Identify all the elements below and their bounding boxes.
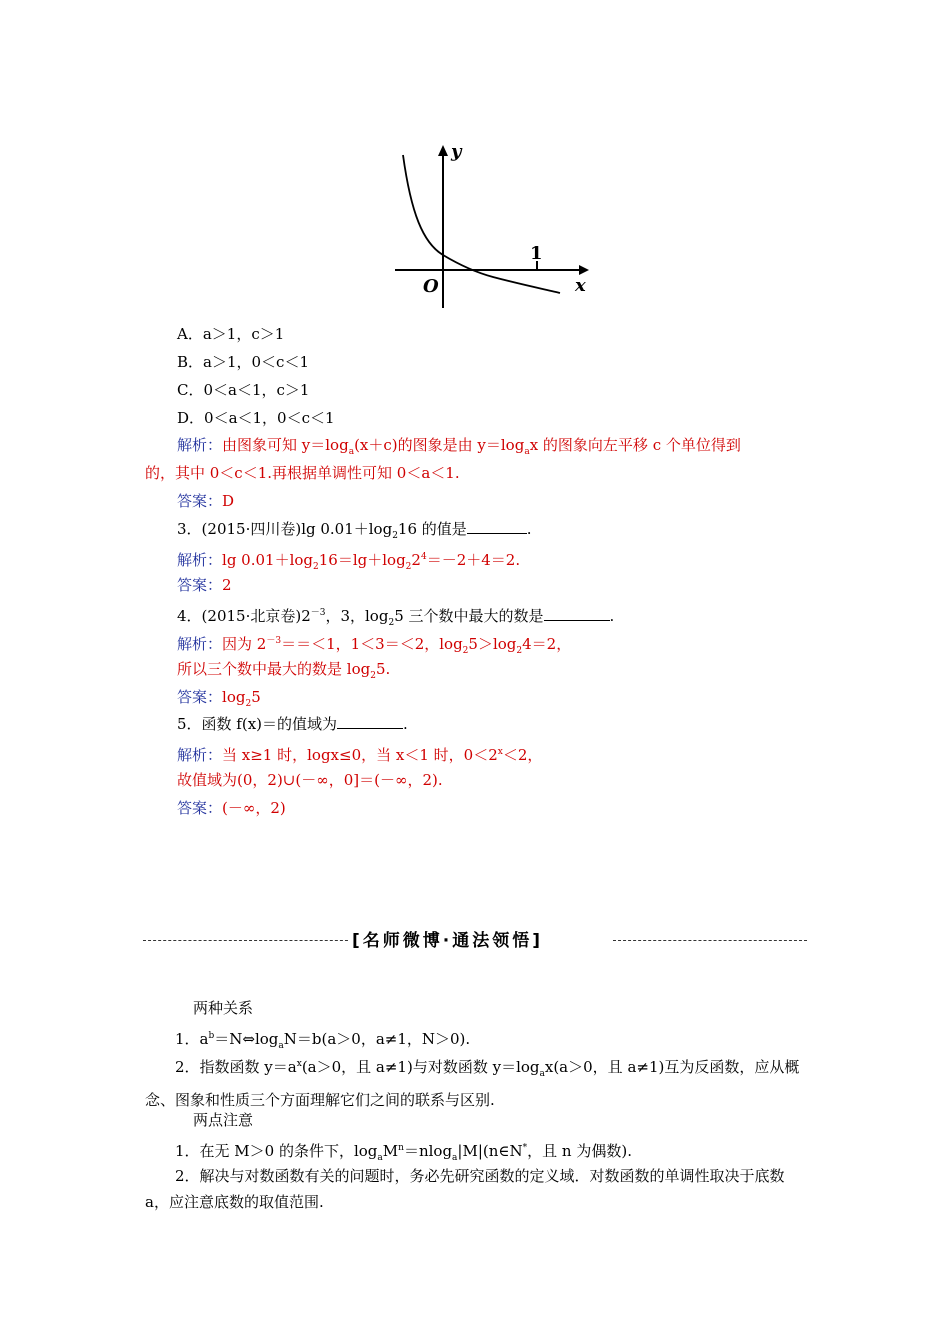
q2-jiexi-line2: 的，其中 0＜c＜1.再根据单调性可知 0＜a＜1. xyxy=(145,464,460,482)
answer-label: 答案： xyxy=(177,576,223,594)
notes-item-2: 2．指数函数 $y=a^x(a>0$，且 a≠1)与对数函数 $y=\log_ax(a>0$，且 a≠1)互为反函数，应从概念、图象和性质三个方面理解它们之间的联系与区别. xyxy=(145,1058,800,1109)
answer-value: D xyxy=(222,492,235,510)
jiexi-label: 解析： xyxy=(177,436,223,454)
jiexi-label: 解析： xyxy=(177,635,223,653)
notes-item-3: 1．在无 M＞0 的条件下，$\log_aM^n=nlog_a|M|(n\in N^*$，且 n 为偶数). xyxy=(175,1142,632,1163)
banner-title: [名师微博·通法领悟] xyxy=(348,926,547,956)
q4-jiexi-text: 因为 $2^{-3}==<1$，1＜3＝＜2，$\log_25>\log_24=2$， xyxy=(222,635,572,656)
option-c: C．0＜a＜1，c＞1 xyxy=(177,381,310,399)
answer-blank xyxy=(467,519,527,534)
origin-label: O xyxy=(423,276,439,297)
notes-heading-1: 两种关系 xyxy=(193,999,254,1017)
q3-stem: 3．(2015·四川卷)lg $0.01+\log_216$ 的值是 . xyxy=(177,520,532,541)
answer-label: 答案： xyxy=(177,799,223,817)
log-curve xyxy=(403,155,560,293)
option-b: B．a＞1，0＜c＜1 xyxy=(177,353,309,371)
jiexi-label: 解析： xyxy=(177,551,223,569)
q4-answer xyxy=(177,687,261,714)
option-a: A．a＞1，c＞1 xyxy=(177,325,285,343)
y-axis-label: y xyxy=(451,143,462,162)
banner-dash-left xyxy=(143,940,353,941)
q2-jiexi-text: 由图象可知 $y=\log_a(x+c)$的图象是由 $y=\log_ax$ 的图象向左平移 c 个单位得到 xyxy=(222,436,741,457)
log-graph-figure xyxy=(393,143,593,313)
x-axis-label: x xyxy=(575,275,586,296)
q2-jiexi-line1 xyxy=(177,435,741,462)
notes-item-1: 1．$a^b=N\Leftrightarrow\log_aN=b(a>0$，a≠1，N＞0). xyxy=(175,1030,471,1051)
answer-value: $\log_25$ xyxy=(222,688,261,709)
q5-jiexi-line1 xyxy=(177,742,542,765)
q5-jiexi-line2: 故值域为(0，2)∪(－∞，0]＝(－∞，2). xyxy=(177,771,443,789)
q2-answer xyxy=(177,491,234,511)
answer-blank xyxy=(337,714,403,729)
q4-stem: 4．(2015·北京卷)$2^{-3}$，3，$\log_25$ 三个数中最大的数是 . xyxy=(177,607,615,628)
q3-jiexi xyxy=(177,547,520,577)
answer-blank xyxy=(544,606,610,621)
answer-value: (－∞，2) xyxy=(222,799,286,817)
q5-jiexi-text: 当 x≥1 时，logx≤0，当 x＜1 时，$0<2^x<2$， xyxy=(222,746,543,764)
q4-jiexi-line2: 所以三个数中最大的数是 $\log_25$. xyxy=(177,660,391,681)
q5-answer xyxy=(177,798,286,818)
notes-heading-2: 两点注意 xyxy=(193,1111,254,1129)
log-graph-svg xyxy=(393,143,593,313)
option-d: D．0＜a＜1，0＜c＜1 xyxy=(177,409,335,427)
tick-label-1: 1 xyxy=(530,243,543,264)
banner-dash-right xyxy=(613,940,807,941)
q5-stem: 5．函数 f(x)＝的值域为 . xyxy=(177,715,408,733)
q3-answer xyxy=(177,575,232,595)
section-banner xyxy=(143,926,807,956)
q3-jiexi-text: $\lg 0.01+\log_216=\lg+\log_22^4=-2+4=2$. xyxy=(222,551,521,572)
answer-label: 答案： xyxy=(177,492,223,510)
answer-label: 答案： xyxy=(177,688,223,706)
jiexi-label: 解析： xyxy=(177,746,223,764)
y-axis-arrow xyxy=(438,145,448,156)
x-axis-arrow xyxy=(579,265,589,275)
answer-value: 2 xyxy=(222,576,232,594)
q4-jiexi-line1 xyxy=(177,631,571,661)
notes-item-4: 2．解决与对数函数有关的问题时，务必先研究函数的定义域．对数函数的单调性取决于底数 a，应注意底数的取值范围. xyxy=(145,1167,785,1211)
